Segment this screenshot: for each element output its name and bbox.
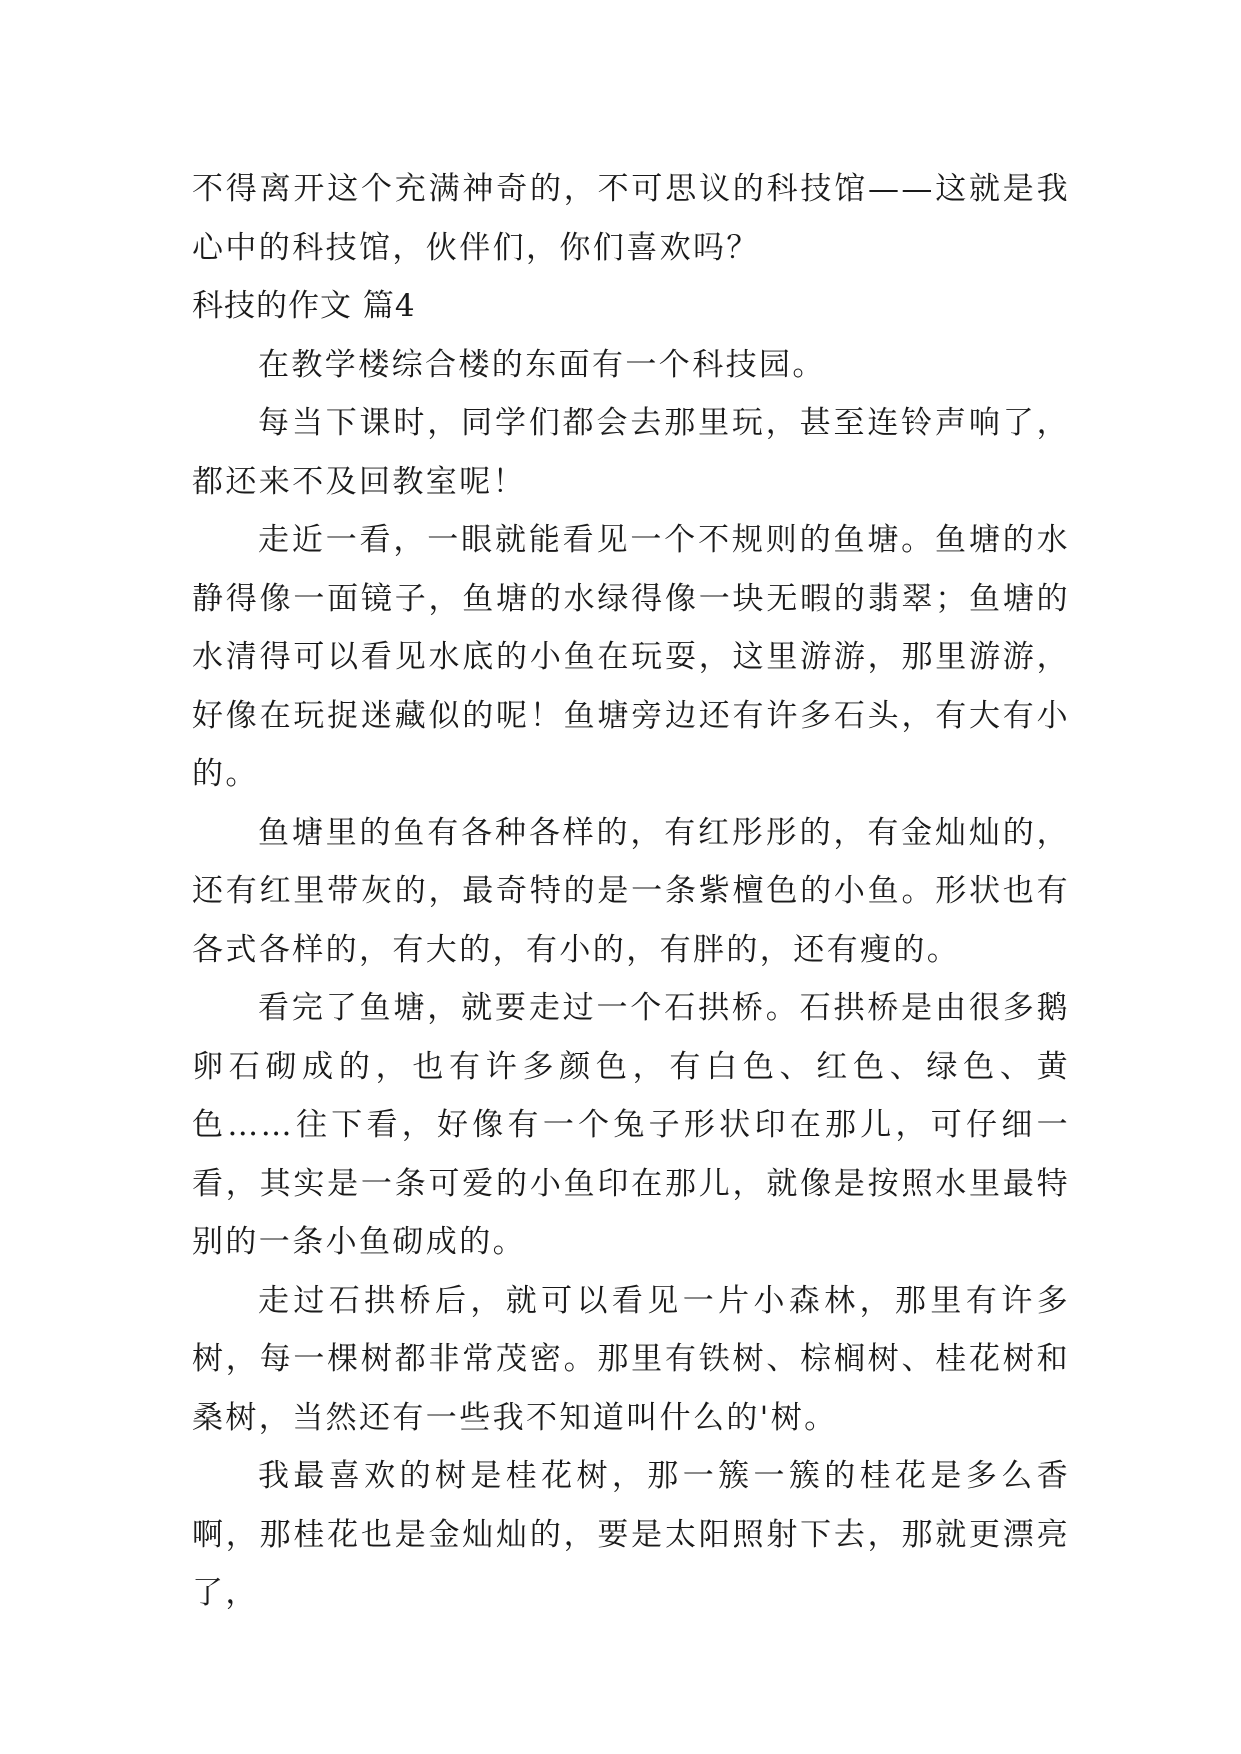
- continuation-paragraph: 不得离开这个充满神奇的，不可思议的科技馆——这就是我心中的科技馆，伙伴们，你们喜欢吗？: [192, 171, 1070, 266]
- paragraph-6: 走过石拱桥后，就可以看见一片小森林，那里有许多树，每一棵树都非常茂密。那里有铁树、棕榈树、桂花树和桑树，当然还有一些我不知道叫什么的'树。: [192, 1282, 1070, 1436]
- paragraph-1: 在教学楼综合楼的东面有一个科技园。: [258, 346, 826, 383]
- paragraph-4: 鱼塘里的鱼有各种各样的，有红彤彤的，有金灿灿的，还有红里带灰的，最奇特的是一条紫檀色的小鱼。形状也有各式各样的，有大的，有小的，有胖的，还有瘦的。: [192, 814, 1070, 968]
- paragraph-5: 看完了鱼塘，就要走过一个石拱桥。石拱桥是由很多鹅卵石砌成的，也有许多颜色，有白色、红色、绿色、黄色……往下看，好像有一个兔子形状印在那儿，可仔细一看，其实是一条可爱的小鱼印在那儿，就像是按照水里最特别的一条小鱼砌成的。: [192, 990, 1070, 1260]
- section-title: 科技的作文 篇4: [192, 288, 416, 324]
- document-body: [192, 160, 1070, 1623]
- paragraph-3: 走近一看，一眼就能看见一个不规则的鱼塘。鱼塘的水静得像一面镜子，鱼塘的水绿得像一块无暇的翡翠；鱼塘的水清得可以看见水底的小鱼在玩耍，这里游游，那里游游，好像在玩捉迷藏似的呢！鱼塘旁边还有许多石头，有大有小的。: [192, 522, 1070, 792]
- paragraph-2: 每当下课时，同学们都会去那里玩，甚至连铃声响了，都还来不及回教室呢！: [192, 405, 1070, 500]
- paragraph-7: 我最喜欢的树是桂花树，那一簇一簇的桂花是多么香啊，那桂花也是金灿灿的，要是太阳照射下去，那就更漂亮了，: [192, 1458, 1070, 1611]
